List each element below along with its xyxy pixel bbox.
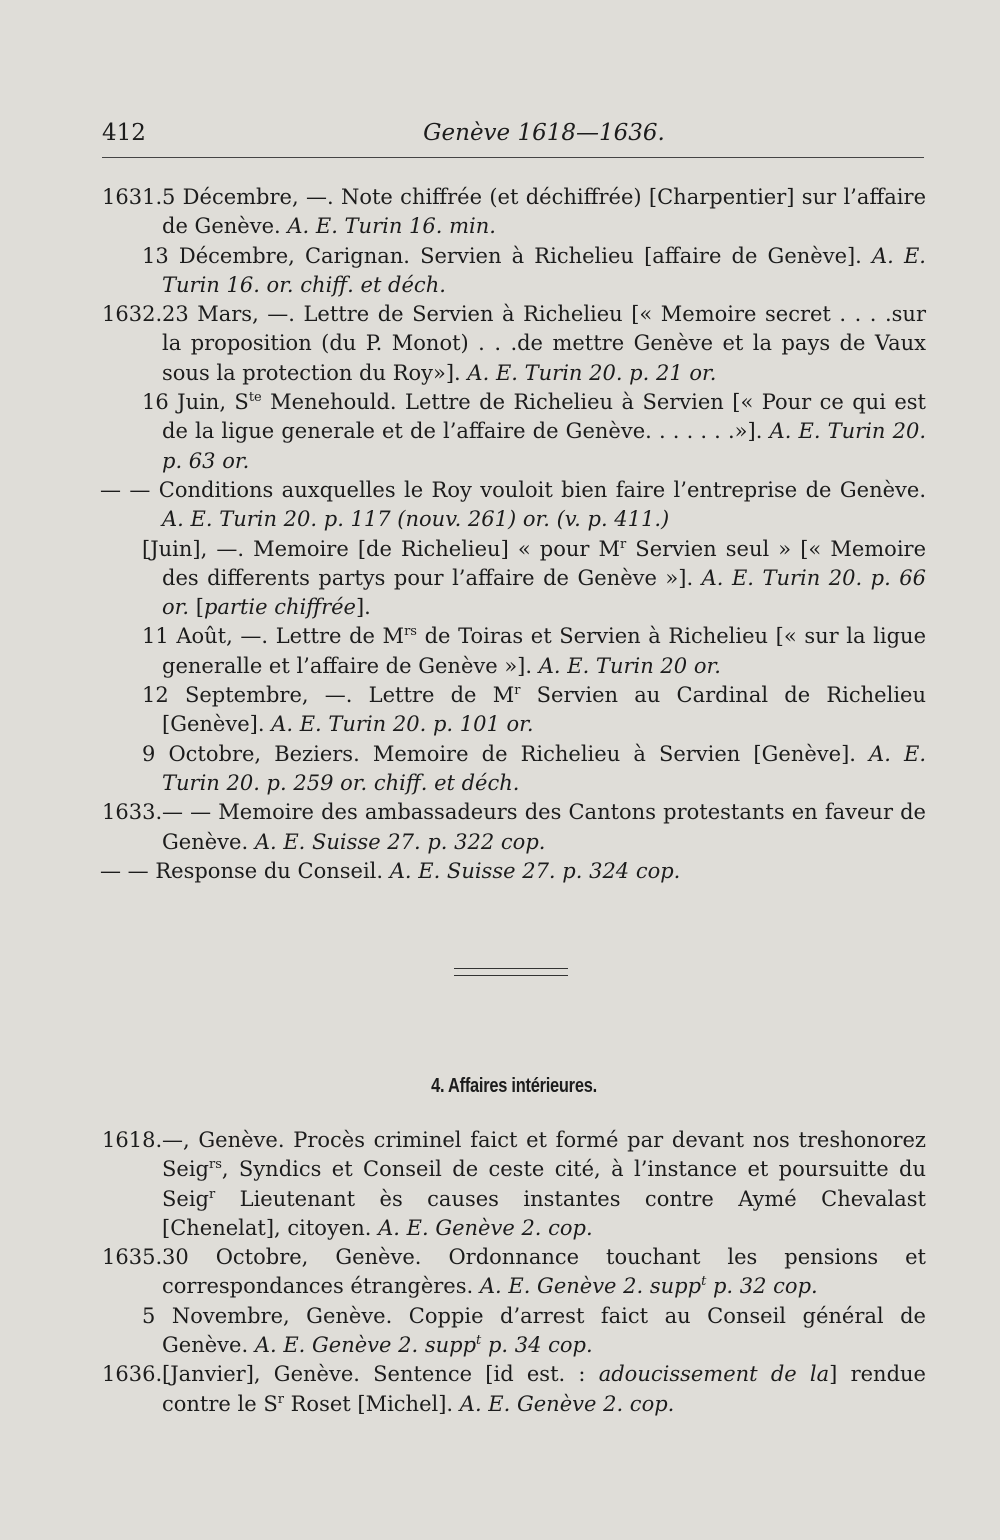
entry-1633-response: — — Response du Conseil. A. E. Suisse 27. p. 324 cop.	[100, 858, 681, 883]
entry-1631-dec-13: 13 Décembre, Carignan. Servien à Richelieu [affaire de Genève]. A. E. Turin 16. or. chiff. et déch.	[142, 243, 926, 297]
entry-1632-jun-16: 16 Juin, $S^{te}$ Menehould. Lettre de Richelieu à Servien [« Pour ce qui est de la ligue generale et de l’affaire de Genève. . . . . . .»]. A. E. Turin 20. p. 63 or.	[142, 390, 926, 473]
entries-foreign-affairs	[102, 183, 926, 886]
entry-1618: 1618.—, Genève. Procès criminel faict et formé par devant nos treshonorez Seig$^{rs}$, Syndics et Conseil de ceste cité, à l’instance et poursuitte du Seig$^r$ Lieutenant ès causes instantes contre Aymé Chevalast [Chenelat], citoyen. A. E. Genève 2. cop.	[102, 1128, 926, 1240]
section-divider	[454, 968, 568, 976]
page-number: 412	[102, 120, 146, 146]
entry-1633-memoire: 1633.— — Memoire des ambassadeurs des Cantons protestants en faveur de Genève. A. E. Suisse 27. p. 322 cop.	[102, 800, 926, 854]
entry-1632-oct-9: 9 Octobre, Beziers. Memoire de Richelieu à Servien [Genève]. A. E. Turin 20. p. 259 or. chiff. et déch.	[142, 741, 926, 795]
entries-internal-affairs	[102, 1126, 926, 1419]
entry-1635-oct-30: 1635.30 Octobre, Genève. Ordonnance touchant les pensions et correspondances étrangères. A. E. Genève 2. supp$^t$ p. 32 cop.	[102, 1245, 926, 1299]
entry-1636: 1636.[Janvier], Genève. Sentence [id est. : adoucissement de la] rendue contre le $S^r$ Roset [Michel]. A. E. Genève 2. cop.	[102, 1362, 926, 1416]
entry-1631-dec-5: 1631.5 Décembre, —. Note chiffrée (et déchiffrée) [Charpentier] sur l’affaire de Genève. A. E. Turin 16. min.	[102, 185, 926, 239]
entry-1635-nov-5: 5 Novembre, Genève. Coppie d’arrest faict au Conseil général de Genève. A. E. Genève 2. supp$^t$ p. 34 cop.	[142, 1303, 926, 1358]
running-header	[102, 120, 926, 156]
header-rule	[102, 157, 924, 158]
section-title: 4. Affaires intérieures.	[431, 1075, 597, 1097]
entry-1632-juin-memoire: [Juin], —. Memoire [de Richelieu] « pour $M^r$ Servien seul » [« Memoire des differents partys pour l’affaire de Genève »]. A. E. Turin 20. p. 66 or. [partie chiffrée].	[142, 536, 927, 620]
entry-1632-conditions: — — Conditions auxquelles le Roy vouloit bien faire l’entreprise de Genève. A. E. Turin 20. p. 117 (nouv. 261) or. (v. p. 411.)	[100, 477, 926, 532]
entry-1632-aug-11: 11 Août, —. Lettre de $M^{rs}$ de Toiras et Servien à Richelieu [« sur la ligue generalle et l’affaire de Genève »]. A. E. Turin 20 or.	[142, 624, 926, 678]
entry-1632-mar-23: 1632.23 Mars, —. Lettre de Servien à Richelieu [« Memoire secret . . . .sur la proposition (du P. Monot) . . .de mettre Genève et la pays de Vaux sous la protection du Roy»]. A. E. Turin 20. p. 21 or.	[102, 302, 926, 385]
entry-1632-sep-12: 12 Septembre, —. Lettre de $M^r$ Servien au Cardinal de Richelieu [Genève]. A. E. Turin 20. p. 101 or.	[142, 683, 926, 737]
running-title: Genève 1618—1636.	[423, 120, 665, 146]
